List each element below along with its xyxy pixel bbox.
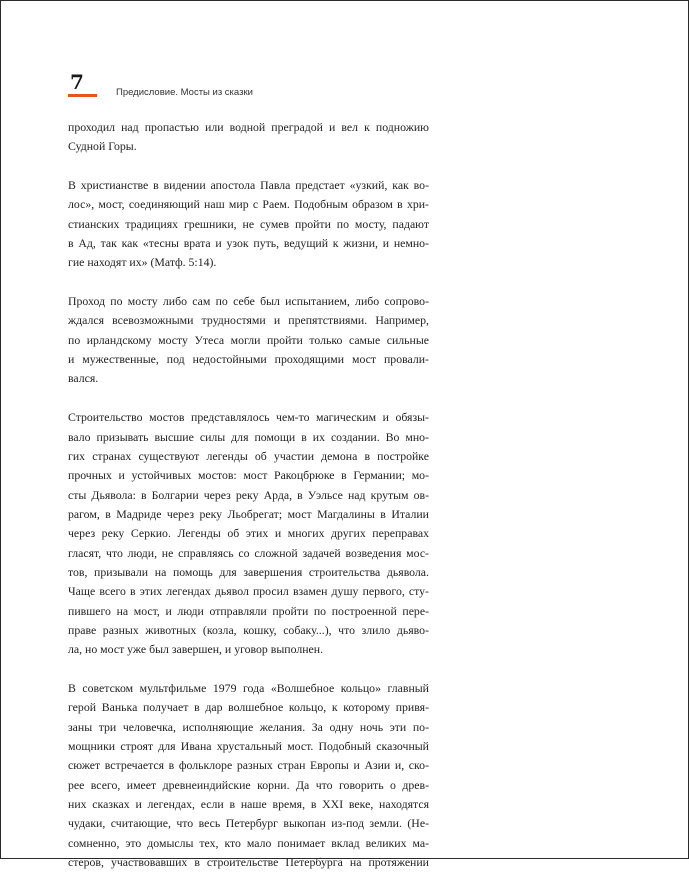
text-line: лос», мост, соединяющий наш мир с Раем. Подобным образом в хри- xyxy=(68,197,429,212)
text-line: стеров, участвовавших в строительстве Петербурга на протяжении xyxy=(68,855,429,870)
text-line: по ирландскому мосту Утеса могли пройти только самые сильные xyxy=(68,332,429,347)
paragraph xyxy=(68,679,429,872)
text-line: прочных и устойчивых мостов: мост Ракоцбрюке в Германии; мо- xyxy=(68,468,429,483)
paragraph xyxy=(68,176,429,273)
text-line: праве разных животных (козла, кошку, собаку...), что злило дьяво- xyxy=(68,622,429,637)
text-line: сомненно, это домыслы тех, кто мало понимает вклад великих ма- xyxy=(68,835,429,850)
body-text xyxy=(68,118,429,892)
text-line: герой Ванька получает в дар волшебное кольцо, к которому привя- xyxy=(68,700,429,715)
text-line: тов, призывали на помощь для завершения строительства дьявола. xyxy=(68,564,429,579)
text-line: гих странах существуют легенды об участии демона в постройке xyxy=(68,448,429,463)
text-line: заны три человечка, исполняющие желания. За одну ночь эти по- xyxy=(68,719,429,734)
text-line: сюжет встречается в фольклоре разных стран Европы и Азии и, ско- xyxy=(68,758,429,773)
text-line: проходил над пропастью или водной преградой и вел к подножию xyxy=(68,120,429,134)
text-line: Проход по мосту либо сам по себе был испытанием, либо сопрово- xyxy=(68,294,429,309)
paragraph xyxy=(68,408,429,659)
text-line: них сказках и легендах, если в наше время, в XXI веке, находятся xyxy=(68,797,429,812)
text-line: в Ад, так как «тесны врата и узок путь, ведущий к жизни, и немно- xyxy=(68,236,429,251)
text-line: В христианстве в видении апостола Павла предстает «узкий, как во- xyxy=(68,178,429,193)
text-line: и мужественные, под недостойными проходящими мост провали- xyxy=(68,352,429,367)
running-head: Предисловие. Мосты из сказки xyxy=(116,87,253,98)
text-line: стианских традициях грешники, не сумев пройти по мосту, падают xyxy=(68,216,429,231)
text-line: В советском мультфильме 1979 года «Волшебное кольцо» главный xyxy=(68,680,429,695)
text-line: рагом, в Мадриде через реку Льобрегат; мост Магдалины в Италии xyxy=(68,506,429,521)
page-number-underline xyxy=(68,94,97,97)
text-line: пившего на мост, и люди отправляли пройти по построенной пере- xyxy=(68,603,429,618)
paragraph xyxy=(68,292,429,389)
text-line: чудаки, считающие, что весь Петербург выкопан из-под земли. (Не- xyxy=(68,816,429,831)
text-line: вало призывать высшие силы для помощи в их создании. Во мно- xyxy=(68,429,429,444)
text-line: гласят, что люди, не справляясь со сложной задачей возведения мос- xyxy=(68,545,429,560)
text-line: ла, но мост уже был завершен, и уговор выполнен. xyxy=(68,642,324,657)
text-line: Судной Горы. xyxy=(68,139,137,154)
text-line: Чаще всего в этих легендах дьявол просил взамен душу первого, сту- xyxy=(68,584,429,599)
text-line: ждался всевозможными трудностями и препятствиями. Например, xyxy=(68,313,429,328)
page-number: 7 xyxy=(70,70,84,94)
text-line: через реку Серкио. Легенды об этих и многих других переправах xyxy=(68,526,429,541)
text-line: вался. xyxy=(68,371,99,386)
paragraph xyxy=(68,118,429,157)
text-line: гие находят их» (Матф. 5:14). xyxy=(68,255,217,270)
page-header xyxy=(68,71,448,101)
text-line: Строительство мостов представлялось чем-то магическим и обязы- xyxy=(68,410,429,425)
text-line: сты Дьявола: в Болгарии через реку Арда, в Уэльсе над крутым ов- xyxy=(68,487,429,502)
text-line: мощники строят для Ивана хрустальный мост. Подобный сказочный xyxy=(68,739,429,753)
text-line: рее всего, имеет древнеиндийские корни. Да что говорить о древ- xyxy=(68,777,429,792)
